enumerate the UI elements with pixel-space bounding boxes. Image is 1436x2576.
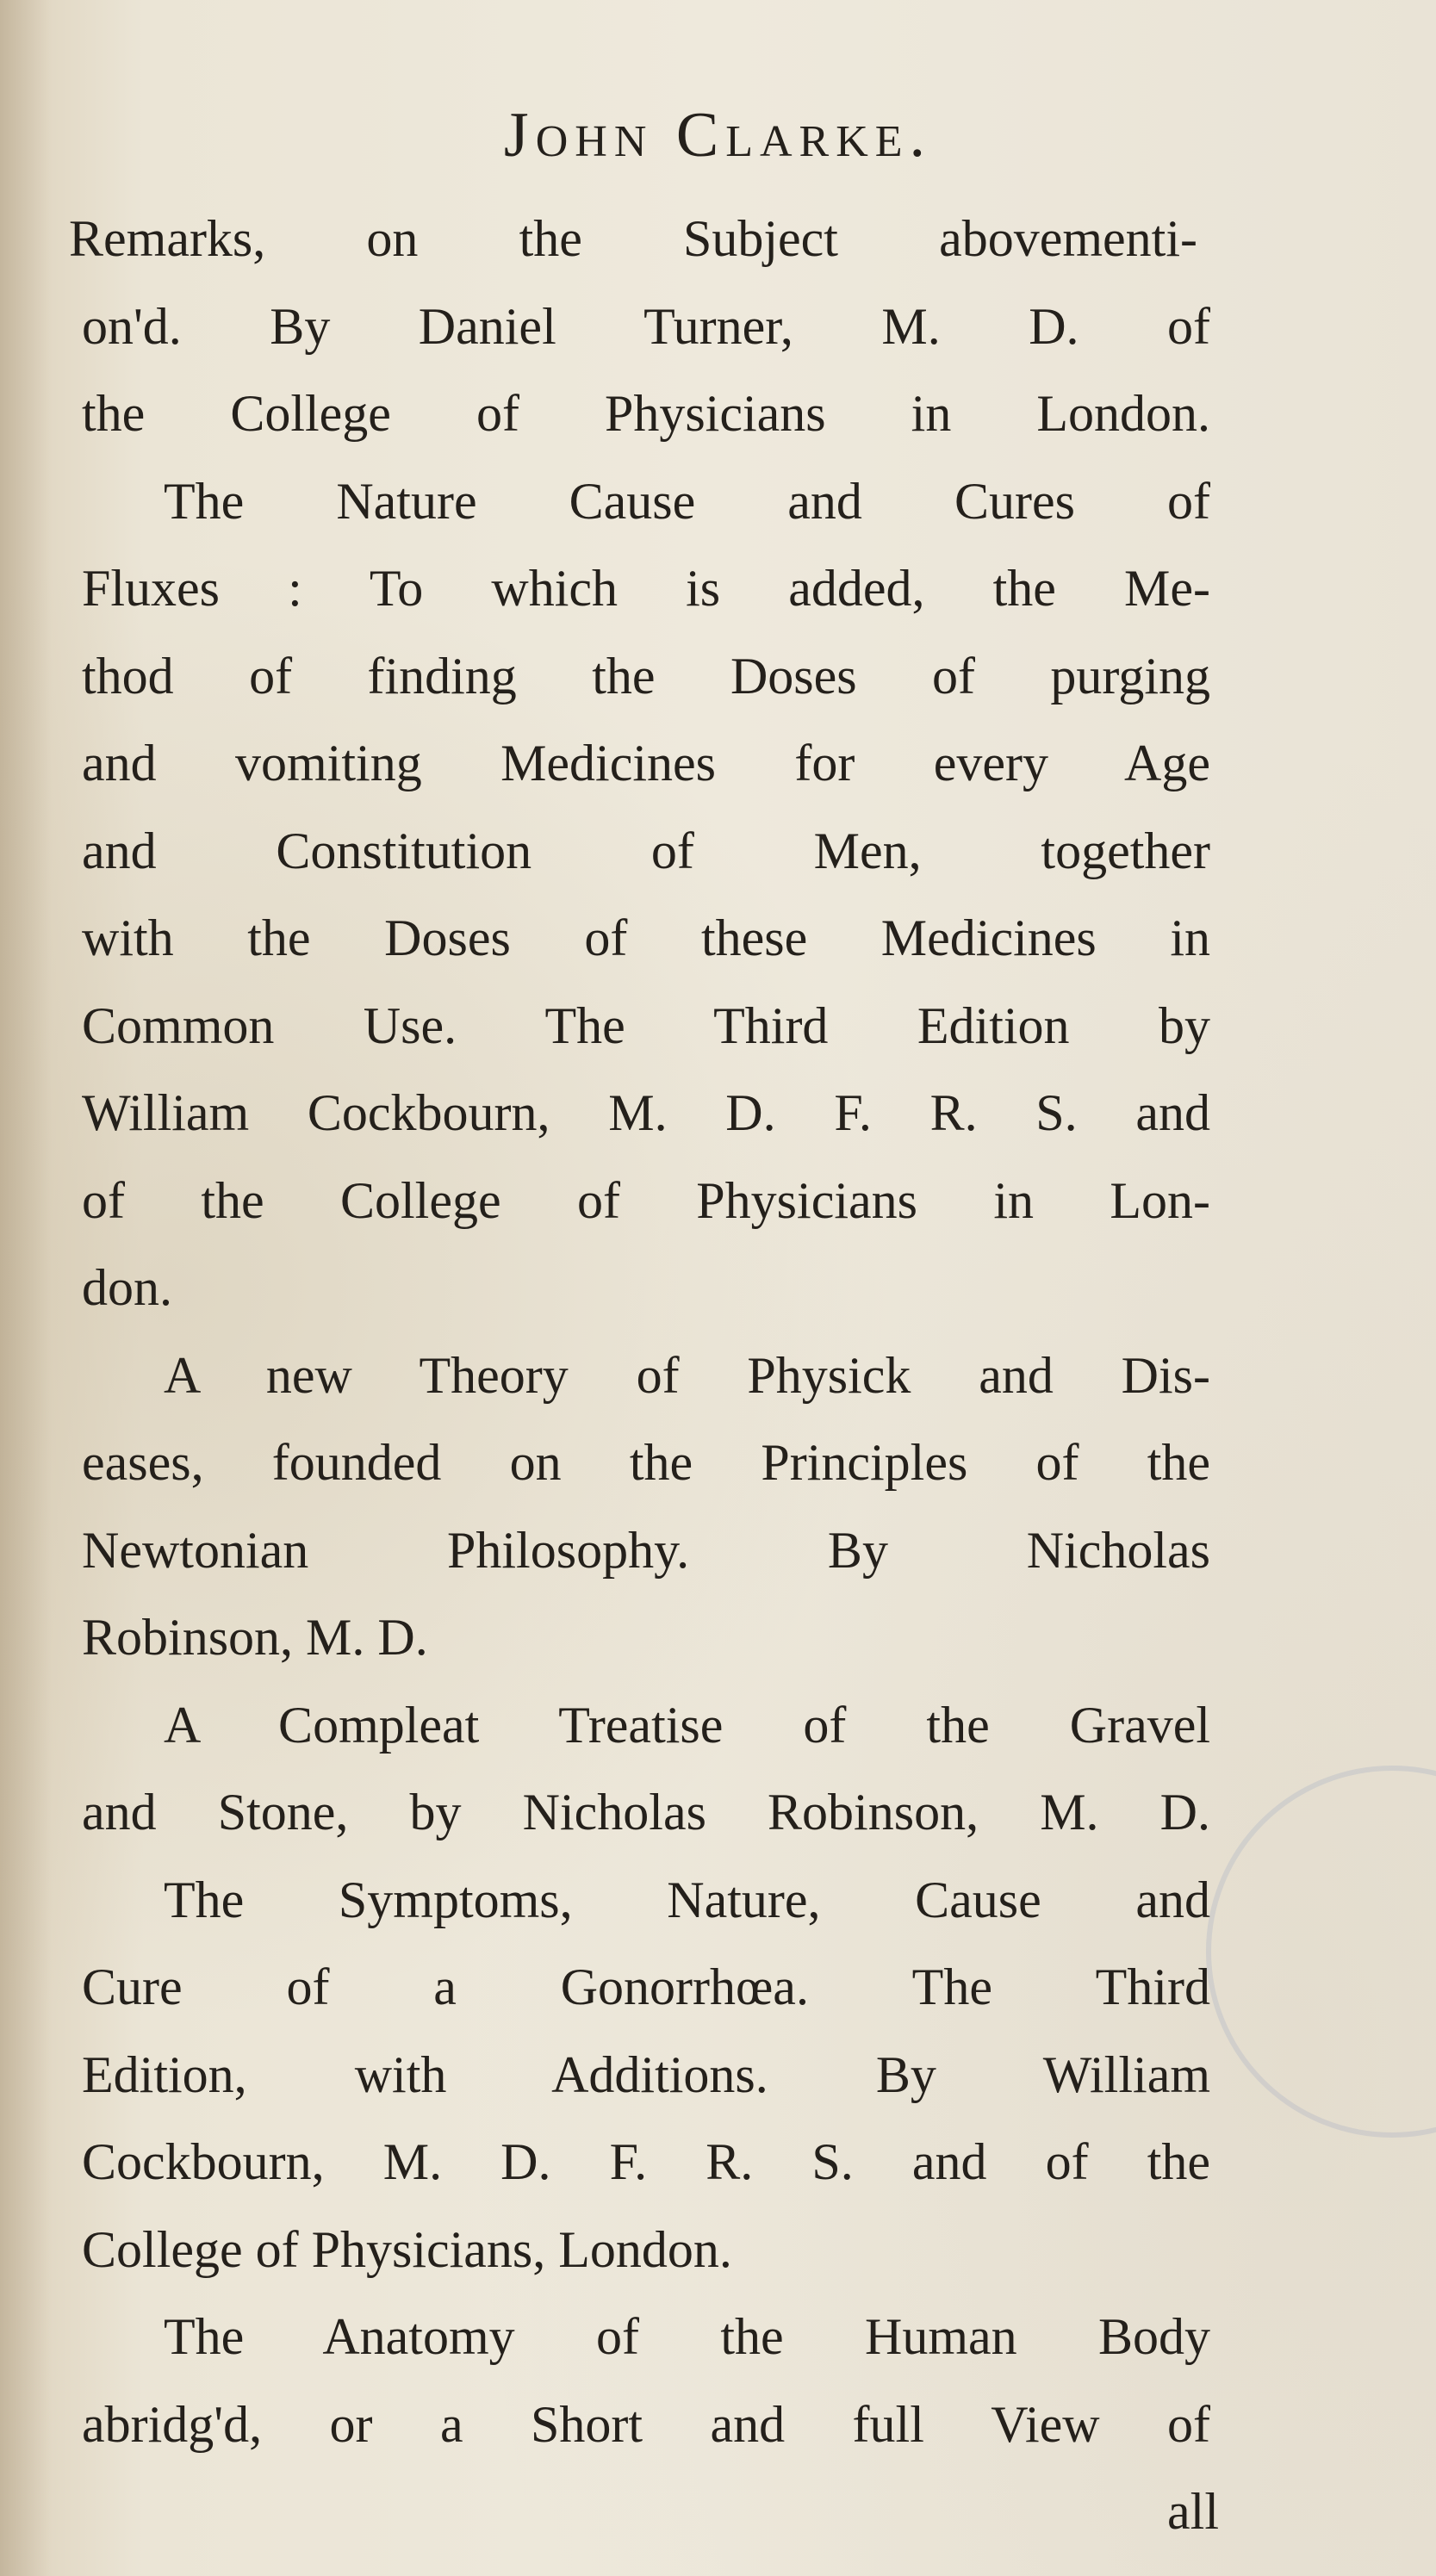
text-line: Cockbourn, M. D. F. R. S. and of the — [82, 2133, 1210, 2190]
text-line: Remarks, on the Subject abovementi- — [69, 210, 1197, 267]
text-line: Fluxes : To which is added, the Me- — [82, 560, 1210, 617]
text-line: Newtonian Philosophy. By Nicholas — [82, 1521, 1210, 1579]
running-head: John Clarke. — [503, 100, 933, 171]
text-line: with the Doses of these Medicines in — [82, 909, 1210, 966]
text-line: A new Theory of Physick and Dis- — [164, 1346, 1210, 1404]
text-line: and Stone, by Nicholas Robinson, M. D. — [82, 1784, 1210, 1840]
text-line: College of Physicians, London. — [82, 2220, 732, 2278]
text-line: The Anatomy of the Human Body — [164, 2308, 1210, 2365]
text-line: Cure of a Gonorrhœa. The Third — [82, 1958, 1210, 2015]
text-line: The Nature Cause and Cures of — [164, 472, 1210, 530]
text-line: Edition, with Additions. By William — [82, 2045, 1210, 2103]
text-line: don. — [82, 1259, 172, 1316]
text-line: eases, founded on the Principles of the — [82, 1434, 1210, 1491]
text-line: Common Use. The Third Edition by — [82, 996, 1210, 1054]
text-line: the College of Physicians in London. — [82, 385, 1210, 442]
text-line: thod of finding the Doses of purging — [82, 647, 1210, 705]
text-line: on'd. By Daniel Turner, M. D. of — [82, 297, 1210, 355]
text-line: The Symptoms, Nature, Cause and — [164, 1871, 1210, 1928]
text-line: abridg'd, or a Short and full View of — [82, 2395, 1210, 2453]
text-line: and Constitution of Men, together — [82, 822, 1210, 879]
text-line: A Compleat Treatise of the Gravel — [164, 1696, 1210, 1754]
text-line: and vomiting Medicines for every Age — [82, 735, 1210, 791]
text-line: of the College of Physicians in Lon- — [82, 1171, 1210, 1229]
text-line: William Cockbourn, M. D. F. R. S. and — [82, 1084, 1210, 1141]
catchword: all — [1167, 2483, 1219, 2540]
text-line: Robinson, M. D. — [82, 1609, 428, 1666]
